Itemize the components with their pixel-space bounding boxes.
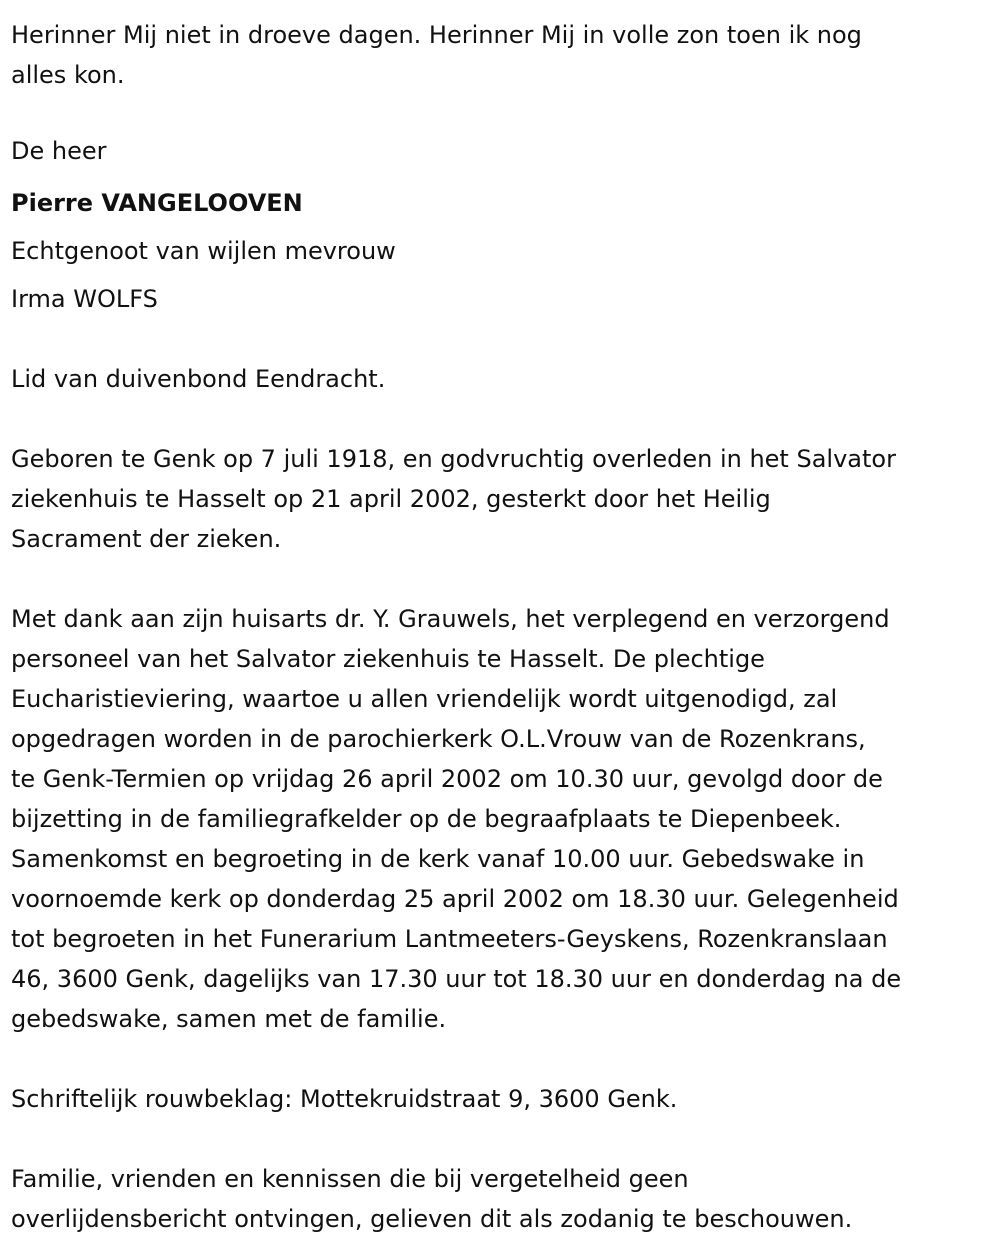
text-line: Sacrament der zieken. bbox=[11, 525, 282, 553]
text-line: te Genk-Termien op vrijdag 26 april 2002 om 10.30 uur, gevolgd door de bbox=[11, 765, 883, 793]
text-line: overlijdensbericht ontvingen, gelieven dit als zodanig te beschouwen. bbox=[11, 1205, 853, 1233]
text-line: Familie, vrienden en kennissen die bij vergetelheid geen bbox=[11, 1165, 689, 1193]
text-line: voornoemde kerk op donderdag 25 april 2002 om 18.30 uur. Gelegenheid bbox=[11, 885, 899, 913]
closing-paragraph bbox=[11, 1159, 1000, 1239]
text-line: Eucharistieviering, waartoe u allen vriendelijk wordt uitgenodigd, zal bbox=[11, 685, 838, 713]
text-line: Met dank aan zijn huisarts dr. Y. Grauwels, het verplegend en verzorgend bbox=[11, 605, 890, 633]
deceased-name: Pierre VANGELOOVEN bbox=[11, 189, 303, 217]
text-line: personeel van het Salvator ziekenhuis te Hasselt. De plechtige bbox=[11, 645, 765, 673]
condolence-address-paragraph bbox=[11, 1079, 1000, 1119]
text-line: Geboren te Genk op 7 juli 1918, en godvruchtig overleden in het Salvator bbox=[11, 445, 896, 473]
text-line: gebedswake, samen met de familie. bbox=[11, 1005, 447, 1033]
text-line: Lid van duivenbond Eendracht. bbox=[11, 365, 386, 393]
text-line: bijzetting in de familiegrafkelder op de begraafplaats te Diepenbeek. bbox=[11, 805, 842, 833]
text-line: opgedragen worden in de parochierkerk O.L.Vrouw van de Rozenkrans, bbox=[11, 725, 866, 753]
text-line: Samenkomst en begroeting in de kerk vanaf 10.00 uur. Gebedswake in bbox=[11, 845, 865, 873]
text-line: Herinner Mij niet in droeve dagen. Herinner Mij in volle zon toen ik nog bbox=[11, 21, 862, 49]
motto-paragraph bbox=[11, 15, 1000, 95]
ceremony-paragraph bbox=[11, 599, 1000, 1039]
membership-paragraph bbox=[11, 359, 1000, 399]
text-line: tot begroeten in het Funerarium Lantmeeters-Geyskens, Rozenkranslaan bbox=[11, 925, 888, 953]
salutation: De heer bbox=[11, 137, 107, 165]
spouse-name: Irma WOLFS bbox=[11, 285, 158, 313]
text-line: 46, 3600 Genk, dagelijks van 17.30 uur tot 18.30 uur en donderdag na de bbox=[11, 965, 902, 993]
deceased-block bbox=[11, 131, 1000, 323]
text-line: ziekenhuis te Hasselt op 21 april 2002, gesterkt door het Heilig bbox=[11, 485, 771, 513]
text-line: alles kon. bbox=[11, 61, 125, 89]
birth-death-paragraph bbox=[11, 439, 1000, 559]
text-line: Schriftelijk rouwbeklag: Mottekruidstraat 9, 3600 Genk. bbox=[11, 1085, 678, 1113]
spouse-label: Echtgenoot van wijlen mevrouw bbox=[11, 237, 396, 265]
